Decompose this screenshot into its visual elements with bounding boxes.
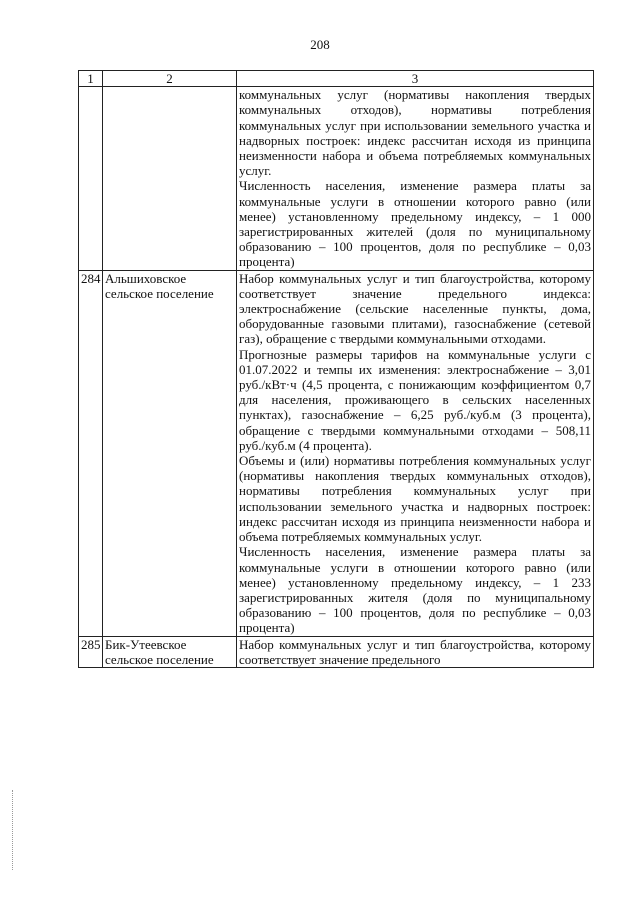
row-description (237, 87, 594, 270)
scan-margin-marks (12, 790, 15, 870)
row-description (237, 636, 594, 667)
table-row (79, 87, 594, 270)
settlement-name: Альшиховское сельское поселение (103, 270, 237, 636)
description-paragraph: Объемы и (или) нормативы потребления коммунальных услуг (нормативы накопления твердых коммунальных отходов), нормативы потребления коммунальных услуг при использовании земельного участка и надворных построек: индекс рассчитан исходя из принципа неизменности набора и объема потребляемых коммунальных услуг. (239, 453, 591, 545)
header-col-1: 1 (79, 71, 103, 87)
row-number: 284 (79, 270, 103, 636)
settlement-name: Бик-Утеевское сельское поселение (103, 636, 237, 667)
table-row (79, 636, 594, 667)
description-paragraph: Набор коммунальных услуг и тип благоустройства, которому соответствует значение предельного (239, 636, 591, 667)
table-header-row (79, 71, 594, 87)
row-number: 285 (79, 636, 103, 667)
header-col-2: 2 (103, 71, 237, 87)
row-number (79, 87, 103, 270)
page-number: 208 (310, 37, 330, 52)
description-paragraph: Набор коммунальных услуг и тип благоустройства, которому соответствует значение предельного индекса: электроснабжение (сельские населенные пункты, дома, оборудованные газовыми плитами), газоснабжение (сетевой газ), обращение с твердыми коммунальными отходами. (239, 270, 591, 347)
table-row (79, 270, 594, 636)
description-paragraph: коммунальных услуг (нормативы накопления твердых коммунальных отходов), нормативы потребления коммунальных услуг при использовании земельного участка и надворных построек: индекс рассчитан исходя из принципа неизменности набора и объема потребляемых коммунальных услуг. (239, 87, 591, 179)
row-description (237, 270, 594, 636)
description-paragraph: Численность населения, изменение размера платы за коммунальные услуги в отношении которого равно (или менее) установленному предельному индексу, – 1 000 зарегистрированных жителей (доля по муниципальному образованию – 100 процентов, доля по республике – 0,03 процента) (239, 178, 591, 270)
description-paragraph: Численность населения, изменение размера платы за коммунальные услуги в отношении которого равно (или менее) установленному предельному индексу, – 1 233 зарегистрированных жителя (доля по муниципальному образованию – 100 процентов, доля по республике – 0,03 процента) (239, 544, 591, 636)
settlement-name (103, 87, 237, 270)
description-paragraph: Прогнозные размеры тарифов на коммунальные услуги с 01.07.2022 и темпы их изменения: электроснабжение – 3,01 руб./кВт·ч (4,5 процента, с понижающим коэффициентом 0,7 для населения, проживающего в сельских населенных пунктах), газоснабжение – 6,25 руб./куб.м (3 процента), обращение с твердыми коммунальными отходами – 508,11 руб./куб.м (4 процента). (239, 346, 591, 453)
header-col-3: 3 (237, 71, 594, 87)
index-table (78, 70, 594, 668)
